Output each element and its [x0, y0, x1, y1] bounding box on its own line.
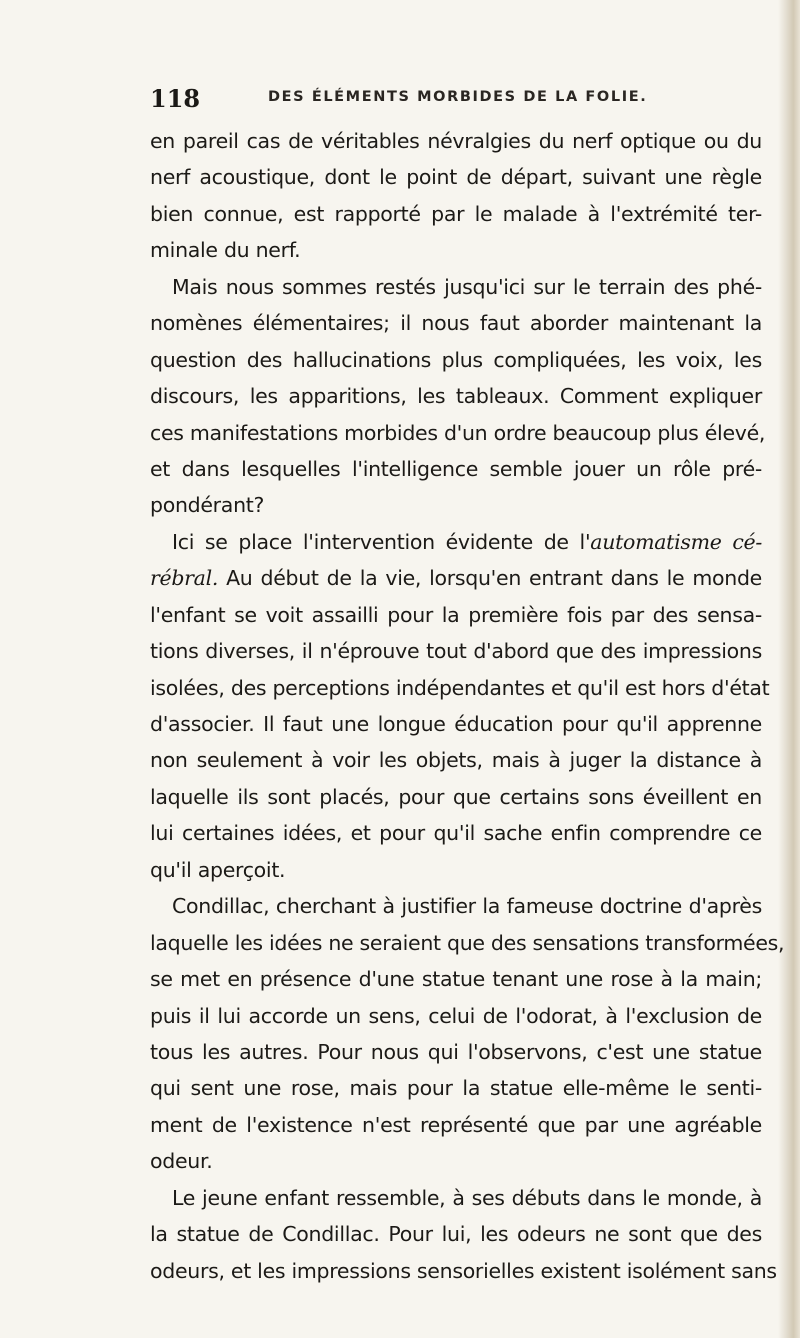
text-line — [150, 815, 762, 851]
line-text: lui certaines idées, et pour qu'il sache enfin comprendre ce — [150, 821, 762, 846]
line-text: non seulement à voir les objets, mais à juger la distance à — [150, 748, 762, 773]
text-line — [150, 998, 762, 1034]
line-text: laquelle les idées ne seraient que des sensations transformées, — [150, 930, 785, 955]
page-edge-shadow — [778, 0, 800, 1338]
line-text: tous les autres. Pour nous qui l'observons, c'est une statue — [150, 1039, 762, 1064]
text-line — [150, 779, 762, 815]
line-text: ces manifestations morbides d'un ordre beaucoup plus élevé, — [150, 420, 766, 445]
line-text: Ici se place l'intervention évidente de l' — [172, 529, 591, 554]
text-line — [150, 487, 762, 523]
line-text: qui sent une rose, mais pour la statue elle-même le senti- — [150, 1076, 762, 1101]
text-line — [150, 342, 762, 378]
line-text: Le jeune enfant ressemble, à ses débuts dans le monde, à — [172, 1185, 762, 1210]
running-title: DES ÉLÉMENTS MORBIDES DE LA FOLIE. — [268, 89, 648, 105]
text-line — [150, 415, 766, 451]
text-line — [150, 670, 770, 706]
line-text: odeurs, et les impressions sensorielles existent isolément sans — [150, 1258, 777, 1283]
line-text: isolées, des perceptions indépendantes et qu'il est hors d'état — [150, 675, 770, 700]
italic-text: automatisme cé- — [590, 529, 762, 554]
text-line — [150, 888, 762, 924]
text-line — [150, 1070, 762, 1106]
line-text: nerf acoustique, dont le point de départ, suivant une règle — [150, 165, 762, 190]
text-line — [150, 1034, 762, 1070]
line-text: odeur. — [150, 1149, 213, 1174]
line-text: en pareil cas de véritables névralgies du nerf optique ou du — [150, 129, 762, 153]
text-line — [150, 1180, 762, 1216]
text-line — [150, 305, 762, 341]
text-line — [150, 232, 762, 268]
text-line — [150, 1216, 762, 1252]
text-line — [150, 196, 762, 232]
line-text: l'enfant se voit assailli pour la première fois par des sensa- — [150, 602, 762, 627]
text-line — [150, 925, 785, 961]
line-text: pondérant? — [150, 493, 265, 518]
line-text: puis il lui accorde un sens, celui de l'odorat, à l'exclusion de — [150, 1003, 762, 1028]
page-number: 118 — [150, 84, 201, 113]
text-line — [150, 451, 762, 487]
line-text: bien connue, est rapporté par le malade à l'extrémité ter- — [150, 201, 762, 226]
text-line — [150, 1107, 762, 1143]
line-text: nomènes élémentaires; il nous faut aborder maintenant la — [150, 311, 762, 336]
line-text: tions diverses, il n'éprouve tout d'abord que des impressions — [150, 639, 762, 664]
text-line — [150, 742, 762, 778]
text-line — [150, 961, 762, 997]
line-text: Au début de la vie, lorsqu'en entrant dans le monde — [218, 566, 762, 591]
text-line — [150, 1253, 777, 1289]
text-line — [150, 269, 762, 305]
text-line — [150, 852, 762, 888]
text-line — [150, 706, 762, 742]
line-text: laquelle ils sont placés, pour que certains sons éveillent en — [150, 784, 762, 809]
line-text: Condillac, cherchant à justifier la fameuse doctrine d'après — [172, 894, 762, 919]
body-text — [150, 123, 785, 1289]
line-text: se met en présence d'une statue tenant une rose à la main; — [150, 967, 762, 992]
text-line — [150, 159, 762, 195]
italic-text: rébral. — [150, 566, 219, 591]
text-line — [150, 560, 762, 596]
line-text: question des hallucinations plus compliquées, les voix, les — [150, 347, 762, 372]
text-line — [150, 378, 762, 414]
text-line — [150, 597, 762, 633]
text-line — [150, 524, 762, 560]
running-header — [150, 84, 760, 114]
line-text: Mais nous sommes restés jusqu'ici sur le terrain des phé- — [172, 274, 762, 299]
line-text: minale du nerf. — [150, 238, 301, 263]
line-text: qu'il aperçoit. — [150, 857, 286, 882]
line-text: la statue de Condillac. Pour lui, les odeurs ne sont que des — [150, 1222, 762, 1247]
line-text: d'associer. Il faut une longue éducation pour qu'il apprenne — [150, 712, 762, 736]
text-line — [150, 633, 762, 669]
text-line — [150, 123, 762, 159]
line-text: et dans lesquelles l'intelligence semble jouer un rôle pré- — [150, 456, 762, 481]
text-line — [150, 1143, 762, 1179]
line-text: ment de l'existence n'est représenté que par une agréable — [150, 1112, 762, 1137]
line-text: discours, les apparitions, les tableaux. Comment expliquer — [150, 384, 762, 409]
